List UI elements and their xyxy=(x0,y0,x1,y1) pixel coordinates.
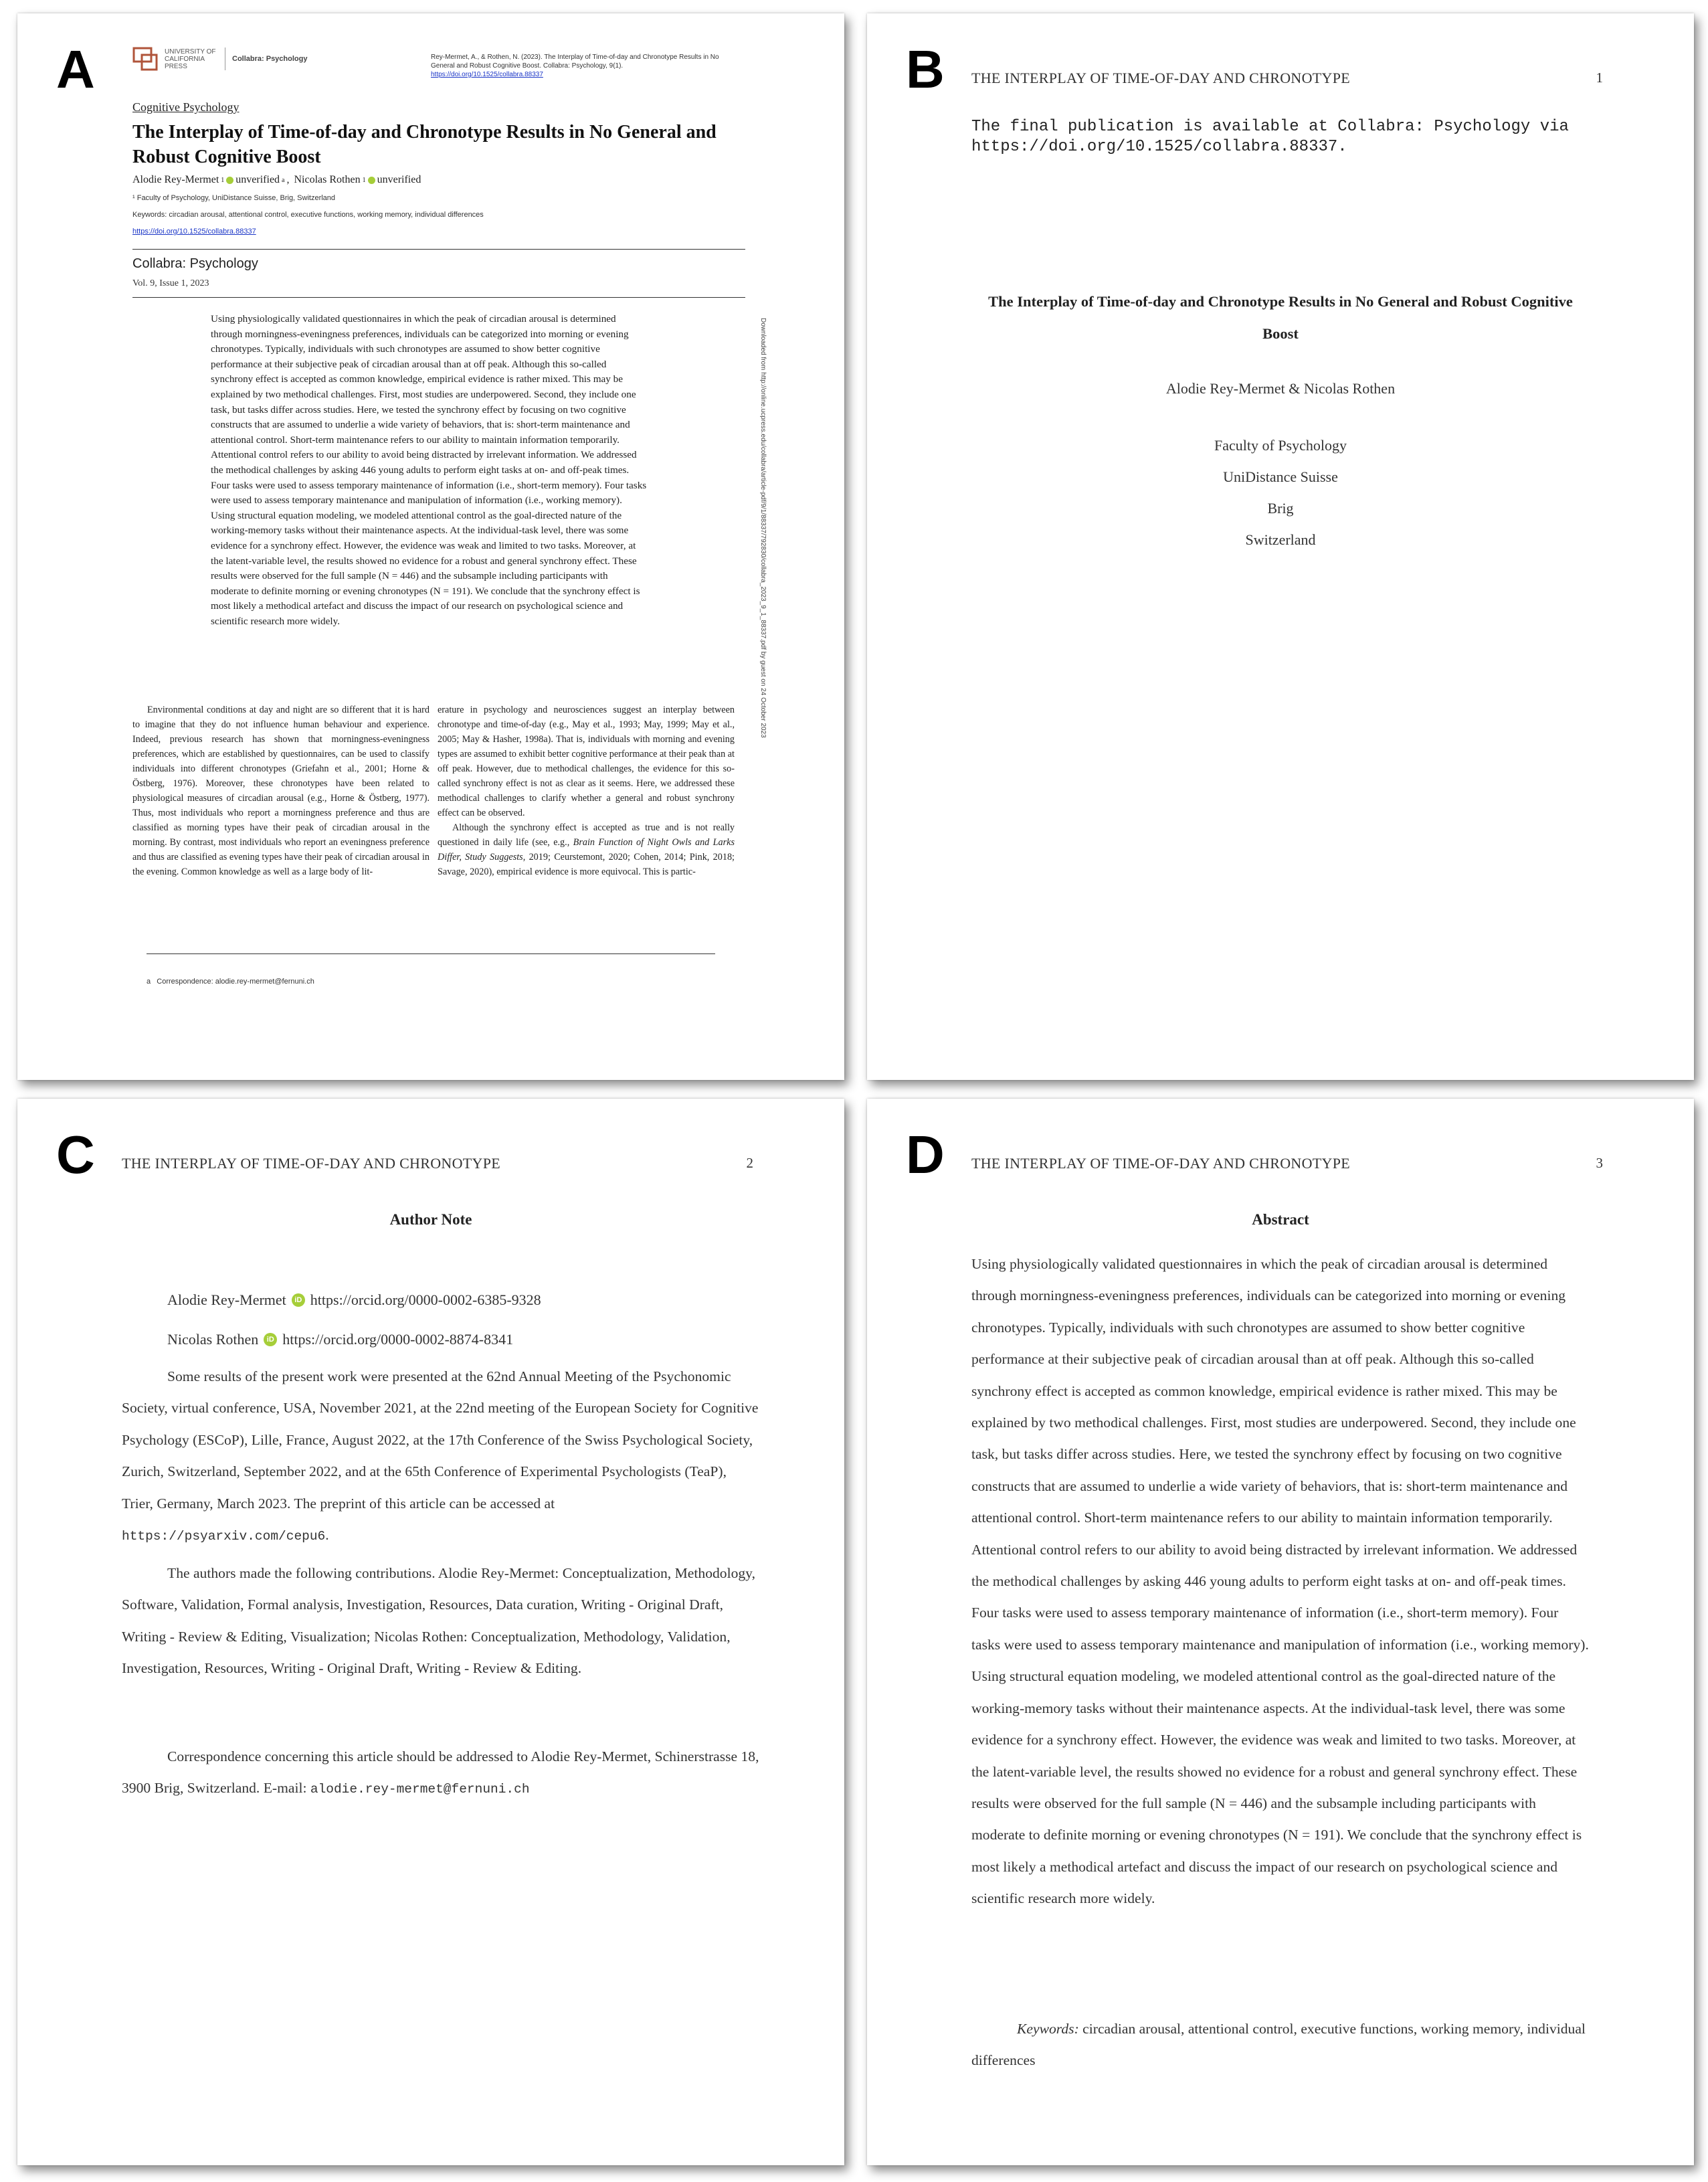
panel-label-b: B xyxy=(906,39,945,99)
body-text: Although the synchrony effect is accepted as true and is not really questioned in daily life (see, e.g., xyxy=(438,822,735,848)
download-watermark: Downloaded from http://online.ucpress.edu/collabra/article-pdf/9/1/88337/792830/collabra_2023_9_1_88337.pdf by guest on 24 October 2023 xyxy=(759,318,767,738)
orcid-entry xyxy=(167,1291,541,1309)
email-link[interactable]: alodie.rey-mermet@fernuni.ch xyxy=(310,1782,530,1797)
page-b xyxy=(867,13,1694,1080)
keywords-line xyxy=(971,2013,1590,2077)
affiliation-block xyxy=(971,430,1590,555)
keywords-label: Keywords: xyxy=(1017,2021,1079,2037)
author-name: Alodie Rey-Mermet xyxy=(132,174,219,185)
running-head: THE INTERPLAY OF TIME-OF-DAY AND CHRONOTYPE xyxy=(971,70,1350,86)
article-title: The Interplay of Time-of-day and Chronotype Results in No General and Robust Cognitive Boost xyxy=(132,122,717,167)
publisher-logo xyxy=(132,46,307,72)
unverified-label: unverified xyxy=(235,174,280,185)
author-name: Nicolas Rothen xyxy=(167,1331,259,1348)
orcid-icon[interactable] xyxy=(226,177,233,184)
page-c xyxy=(17,1099,844,2165)
page-number: 3 xyxy=(1596,1155,1603,1171)
orcid-link[interactable]: https://orcid.org/0000-0002-8874-8341 xyxy=(282,1331,514,1348)
section-heading: Author Note xyxy=(389,1211,472,1228)
page-a xyxy=(17,13,844,1080)
orcid-entry xyxy=(167,1331,513,1348)
paragraph-text: Correspondence concerning this article should be addressed to Alodie Rey-Mermet, Schinerstrasse 18, 3900 Brig, Switzerland. E-mail: xyxy=(122,1748,759,1797)
keywords-text: circadian arousal, attentional control, executive functions, working memory, individual differences xyxy=(971,2021,1590,2069)
page-number: 2 xyxy=(746,1155,753,1171)
author-separator: , xyxy=(286,174,292,185)
affiliation-line: UniDistance Suisse xyxy=(1223,468,1338,485)
affiliation-line: Brig xyxy=(1267,500,1294,517)
affiliation-line: Switzerland xyxy=(1245,531,1316,548)
authors: Alodie Rey-Mermet & Nicolas Rothen xyxy=(1165,380,1396,397)
contributions-paragraph: The authors made the following contributions. Alodie Rey-Mermet: Conceptualization, Methodology, Software, Validation, Formal analysis, Investigation, Resources, Data curation, Writing - Original Draft, Writing - Review & Editing, Visualization; Nicolas Rothen: Conceptualization, Methodology, Validation, Investigation, Resources, Writing - Original Draft, Writing - Review & Editing. xyxy=(122,1565,755,1677)
italic-source-title: Brain Function of Night Owls and Larks Differ, Study Suggests xyxy=(438,837,735,862)
keywords: Keywords: circadian arousal, attentional control, executive functions, working memory, individual differences xyxy=(132,211,484,219)
page-d xyxy=(867,1099,1694,2165)
body-paragraph xyxy=(438,820,735,879)
ucpress-logo-icon xyxy=(132,46,159,72)
orcid-icon[interactable] xyxy=(368,177,375,184)
author-name: Alodie Rey-Mermet xyxy=(167,1291,286,1308)
affiliation-marker: 1 xyxy=(362,176,366,184)
orcid-icon[interactable]: iD xyxy=(264,1333,277,1346)
footnote: a Correspondence: alodie.rey-mermet@fernuni.ch xyxy=(147,978,314,986)
abstract-text: Using physiologically validated questionnaires in which the peak of circadian arousal is determined through morningness-eveningness preferences, individuals can be categorized into morning or evening chronotypes. Typically, individuals with such chronotypes are assumed to show better cognitive performance at their subjective peak of circadian arousal than at off peak. Although this so-called synchrony effect is accepted as common knowledge, empirical evidence is rather mixed. This may be explained by two methodical challenges. First, most studies are underpowered. Second, they include one task, but tasks differ across studies. Here, we tested the synchrony effect by focusing on two cognitive constructs that are assumed to underlie a wide variety of behaviors, that is: short-term maintenance and attentional control. Short-term maintenance refers to our ability to maintain information temporarily. Attentional control refers to our ability to avoid being distracted by irrelevant information. We addressed the methodical challenges by asking 446 young adults to perform eight tasks at on- and off-peak times. Four tasks were used to assess temporary maintenance of information (i.e., short-term memory). Four tasks were used to assess temporary maintenance and manipulation of information (i.e., working memory). Using structural equation modeling, we modeled attentional control as the goal-directed nature of the working-memory tasks without their maintenance aspects. At the individual-task level, there was some evidence for a synchrony effect. However, the evidence was weak and limited to two tasks. Moreover, at the latent-variable level, the results showed no evidence for a robust and general synchrony effect. These results were observed for the full sample (N = 446) and the subsample including participants with moderate to definite morning or evening chronotypes (N = 191). We conclude that the synchrony effect is most likely a methodical artefact and discuss the impact of our research on psychological science and scientific research more widely. xyxy=(211,313,647,627)
citation-text: Rey-Mermet, A., & Rothen, N. (2023). The Interplay of Time-of-day and Chronotype Results in No General and Robust Cognitive Boost. Collabra: Psychology, 9(1). xyxy=(431,54,719,70)
panel-label-a: A xyxy=(56,39,95,99)
page-number: 1 xyxy=(1596,70,1603,86)
body-paragraph: Environmental conditions at day and night are so different that it is hard to imagine that they do not influence human behaviour and experience. Indeed, previous research has shown that morningness-eveningness preferences, which are established by questionnaires, can be used to classify individuals into different chronotypes (Griefahn et al., 2001; Horne & Östberg, 1976). Moreover, these chronotypes have been related to physiological measures of circadian arousal (e.g., Horne & Östberg, 1977). Thus, most individuals who report a morningness preference and thus are classified as morning types have their peak of circadian arousal in the morning. By contrast, most individuals who report an eveningness preference and thus are classified as evening types have their peak of circadian arousal in the evening. Common knowledge as well as a large body of lit- xyxy=(132,705,430,877)
orcid-icon[interactable]: iD xyxy=(292,1293,305,1307)
publication-note: The final publication is available at Collabra: Psychology via https://doi.org/10.1525/collabra.88337. xyxy=(971,118,1569,156)
running-head: THE INTERPLAY OF TIME-OF-DAY AND CHRONOTYPE xyxy=(971,1155,1350,1172)
author-name: Nicolas Rothen xyxy=(294,174,361,185)
footnote-divider xyxy=(147,953,715,954)
divider xyxy=(132,249,745,250)
section-heading: Abstract xyxy=(1252,1211,1309,1228)
preprint-link[interactable]: https://psyarxiv.com/cepu6 xyxy=(122,1529,326,1544)
body-text: , 2019; Ceurstemont, 2020; Cohen, 2014; Pink, 2018; Savage, 2020), empirical evidence is more equivocal. This is partic- xyxy=(438,852,735,877)
paragraph-text: Some results of the present work were presented at the 62nd Annual Meeting of the Psychonomic Society, virtual conference, USA, November 2021, at the 22nd meeting of the European Society for Cognitive Psychology (ESCoP), Lille, France, August 2022, at the 17th Conference of the Swiss Psychological Society, Zurich, Switzerland, September 2022, and at the 65th Conference of Experimental Psychologists (TeaP), Trier, Germany, March 2023. The preprint of this article can be accessed at xyxy=(122,1368,759,1512)
affiliation-marker: 1 xyxy=(221,176,225,184)
journal-name: Collabra: Psychology xyxy=(132,256,258,271)
body-column-right xyxy=(438,703,735,879)
citation-block xyxy=(431,53,725,79)
author-note-paragraph xyxy=(122,1361,760,1552)
affiliation: ¹ Faculty of Psychology, UniDistance Suisse, Brig, Switzerland xyxy=(132,194,336,202)
divider xyxy=(132,297,745,298)
panel-label-d: D xyxy=(906,1125,945,1184)
orcid-link[interactable]: https://orcid.org/0000-0002-6385-9328 xyxy=(310,1291,541,1308)
body-paragraph: erature in psychology and neurosciences suggest an interplay between chronotype and time-of-day (e.g., May et al., 1993; May, 1999; May et al., 2005; May & Hasher, 1998a). That is, individuals with morning and evening types are assumed to exhibit better cognitive performance at their peak than at off peak. However, due to methodical challenges, the evidence for this so-called synchrony effect is not as clear as it seems. Here, we addressed these methodical challenges to clarify whether a general and robust synchrony effect can be observed. xyxy=(438,705,735,818)
doi-link[interactable]: https://doi.org/10.1525/collabra.88337 xyxy=(132,228,256,236)
running-head: THE INTERPLAY OF TIME-OF-DAY AND CHRONOTYPE xyxy=(122,1155,500,1172)
unverified-label: unverified xyxy=(377,174,421,185)
affiliation-line: Faculty of Psychology xyxy=(1214,437,1347,454)
body-column-left xyxy=(132,703,430,879)
correspondence-paragraph xyxy=(122,1741,760,1806)
manuscript-title: The Interplay of Time-of-day and Chronotype Results in No General and Robust Cognitive Boost xyxy=(988,293,1573,342)
footnote-marker: a xyxy=(282,176,285,184)
section-label[interactable]: Cognitive Psychology xyxy=(132,100,240,114)
panel-label-c: C xyxy=(56,1125,95,1184)
journal-small-name: Collabra: Psychology xyxy=(232,55,308,63)
author-line xyxy=(132,174,421,186)
publisher-name: UNIVERSITY OF CALIFORNIA PRESS xyxy=(165,48,216,70)
abstract-text: Using physiologically validated questionnaires in which the peak of circadian arousal is determined through morningness-eveningness preferences, individuals can be categorized into morning or evening chronotypes. Typically, individuals with such chronotypes are assumed to show better cognitive performance at their subjective peak of circadian arousal than at off peak. Although this so-called synchrony effect is accepted as common knowledge, empirical evidence is rather mixed. This may be explained by two methodical challenges. First, most studies are underpowered. Second, they include one task, but tasks differ across studies. Here, we tested the synchrony effect by focusing on two cognitive constructs that are assumed to underlie a wide variety of behaviors, that is: short-term maintenance and attentional control. Short-term maintenance refers to our ability to maintain information temporarily. Attentional control refers to our ability to avoid being distracted by irrelevant information. We addressed the methodical challenges by asking 446 young adults to perform eight tasks at on- and off-peak times. Four tasks were used to assess temporary maintenance of information (i.e., short-term memory). Four tasks were used to assess temporary maintenance and manipulation of information (i.e., working memory). Using structural equation modeling, we modeled attentional control as the goal-directed nature of the working-memory tasks without their maintenance aspects. At the individual-task level, there was some evidence for a synchrony effect. However, the evidence was weak and limited to two tasks. Moreover, at the latent-variable level, the results showed no evidence for a robust and general synchrony effect. These results were observed for the full sample (N = 446) and the subsample including participants with moderate to definite morning or evening chronotypes (N = 191). We conclude that the synchrony effect is most likely a methodical artefact and discuss the impact of our research on psychological science and scientific research more widely. xyxy=(971,1256,1589,1907)
volume-info: Vol. 9, Issue 1, 2023 xyxy=(132,278,209,288)
paragraph-end: . xyxy=(325,1527,329,1544)
citation-doi-link[interactable]: https://doi.org/10.1525/collabra.88337 xyxy=(431,71,543,78)
